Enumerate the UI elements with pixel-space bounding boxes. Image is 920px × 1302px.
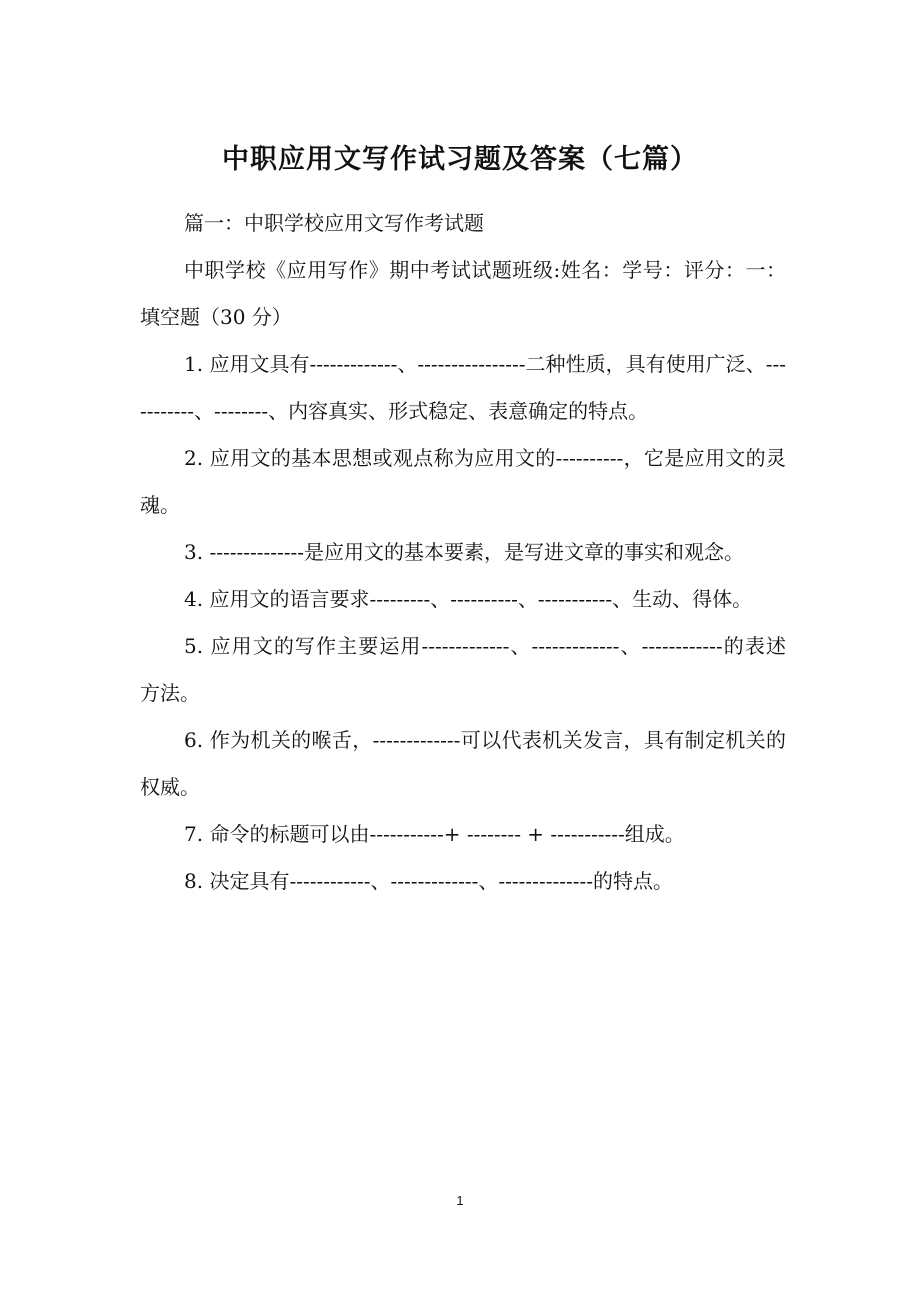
- question-8: 8. 决定具有------------、-------------、--------------的特点。: [184, 869, 673, 893]
- question-3: 3. --------------是应用文的基本要素，是写进文章的事实和观念。: [184, 540, 745, 564]
- question-7: 7. 命令的标题可以由-----------+ -------- + -----------组成。: [184, 822, 685, 846]
- document-title: 中职应用文写作试习题及答案（七篇）: [222, 144, 698, 175]
- question-6: 6. 作为机关的喉舌，-------------可以代表机关发言，具有制定机关的权威。: [140, 728, 786, 799]
- question-2: 2. 应用文的基本思想或观点称为应用文的----------，它是应用文的灵魂。: [140, 446, 786, 517]
- question-1: 1. 应用文具有-------------、----------------二种性质，具有使用广泛、-----------、--------、内容真实、形式稳定、表意确定的特点。: [140, 352, 786, 423]
- question-4: 4. 应用文的语言要求---------、----------、-----------、生动、得体。: [184, 587, 753, 611]
- exam-header-paragraph: 中职学校《应用写作》期中考试试题班级:姓名：学号：评分：一：填空题（30 分）: [140, 258, 786, 329]
- section-heading: 篇一：中职学校应用文写作考试题: [184, 211, 484, 235]
- page-number: 1: [456, 1193, 464, 1208]
- question-5: 5. 应用文的写作主要运用-------------、-------------、------------的表述方法。: [140, 634, 786, 705]
- document-body: [140, 200, 786, 905]
